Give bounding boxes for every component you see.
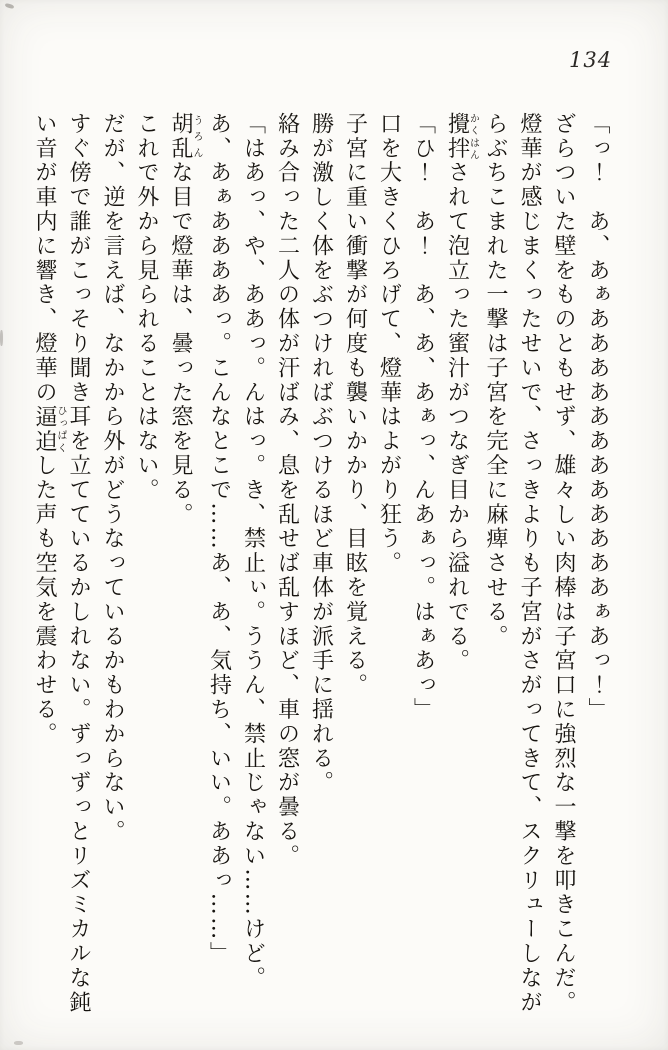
paragraph: 「ひ！ あ！ あ、あ、あぁっ、んあぁっ。はぁあっ」 xyxy=(410,112,436,722)
ruby-annotated-word: 攪拌かくはん xyxy=(444,112,479,161)
paragraph: 「っ！ あ、あぁああああああああああああぁあっ！」 xyxy=(585,112,610,722)
paragraph: 勝が激しく体をぶつければぶつけるほど車体が派手に揺れる。 xyxy=(308,112,334,796)
furigana: ひっぱく xyxy=(55,404,66,454)
paragraph: 燈華が感じまくったせいで、さっきよりも子宮がさがってきて、スクリューしながらぶちこまれた一撃は子宮を完全に麻痺させる。 xyxy=(483,112,542,1015)
paragraph: ざらついた壁をものともせず、雄々しい肉棒は子宮口に強烈な一撃を叩きこんだ。 xyxy=(551,112,576,1015)
paragraph: これで外から見られることはない。 xyxy=(134,112,159,503)
paragraph: 攪拌かくはんされて泡立った蜜汁がつなぎ目から溢れでる。 xyxy=(444,112,479,674)
paragraph: 子宮に重い衝撃が何度も襲いかかり、目眩を覚える。 xyxy=(342,112,368,698)
ruby-annotated-word: 胡乱うろん xyxy=(168,112,202,161)
scan-speck xyxy=(14,1041,23,1045)
paragraph: 「はあっ、や、ああっ。んはっ。き、禁止ぃ。ううん、禁止じゃない……けど。あ、あぁああああっ。こんなとこで……あ、あ、気持ち、いい。ああっ……」 xyxy=(206,112,266,991)
paragraph: 口を大きくひろげて、燈華はよがり狂う。 xyxy=(376,112,402,576)
furigana: かくはん xyxy=(467,112,479,161)
scan-speck xyxy=(0,330,3,346)
ruby-annotated-word: 逼迫ひっぱく xyxy=(32,404,66,454)
page-number: 134 xyxy=(569,48,613,72)
scan-speck xyxy=(5,3,15,10)
furigana: うろん xyxy=(191,112,202,161)
paragraph: だが、逆を言えば、なかから外がどうなっているかもわからない。 xyxy=(100,112,125,844)
paragraph: 胡乱うろんな目で燈華は、曇った窓を見る。 xyxy=(168,112,202,527)
paragraph: 絡み合った二人の体が汗ばみ、息を乱せば乱すほど、車の窓が曇る。 xyxy=(274,112,300,869)
vertical-text-block xyxy=(24,112,614,1024)
paragraph: すぐ傍で誰がこっそり聞き耳を立てているかしれない。ずっずっとリズミカルな鈍い音が車内に響き、燈華の逼迫ひっぱくした声も空気を震わせる。 xyxy=(32,112,91,1015)
